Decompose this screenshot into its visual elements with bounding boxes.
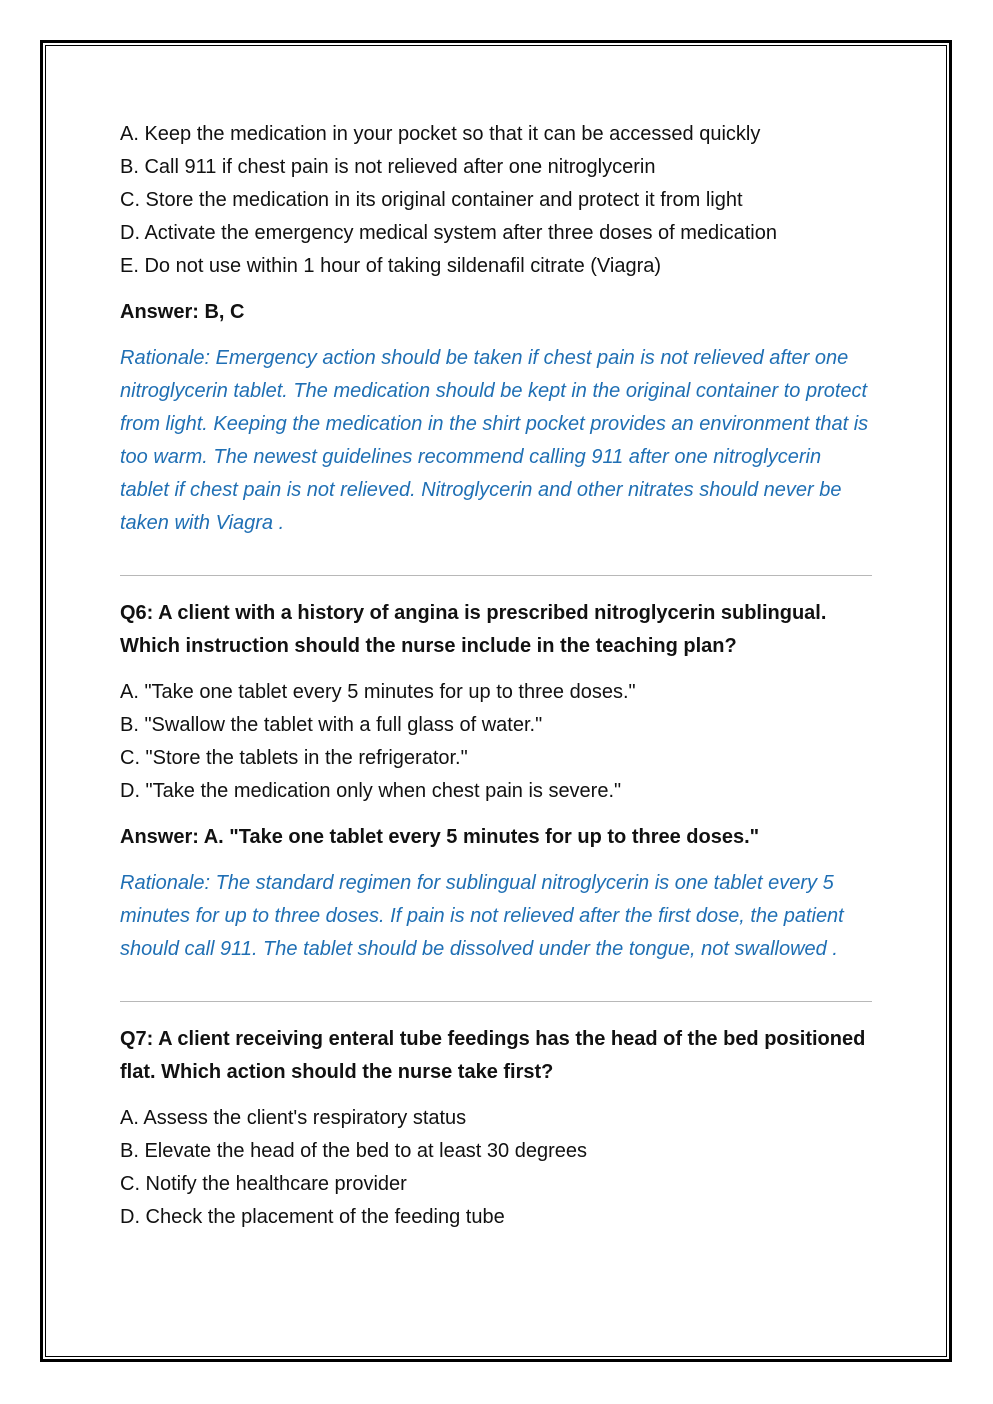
q6-answer: Answer: A. "Take one tablet every 5 minutes for up to three doses." — [120, 826, 760, 848]
q6-option-c: C. "Store the tablets in the refrigerator." — [120, 747, 468, 769]
q5-rationale: Rationale: Emergency action should be taken if chest pain is not relieved after one nitroglycerin tablet. The medication should be kept in the original container to protect from light. Keeping the medication in the shirt pocket provides an environment that is too warm. The newest guidelines recommend calling 911 after one nitroglycerin tablet if chest pain is not relieved. Nitroglycerin and other nitrates should never be taken with Viagra . — [120, 347, 869, 534]
q5-answer: Answer: B, C — [120, 301, 245, 323]
q7-option-a: A. Assess the client's respiratory status — [120, 1107, 467, 1129]
q6-rationale: Rationale: The standard regimen for sublingual nitroglycerin is one tablet every 5 minutes for up to three doses. If pain is not relieved after the first dose, the patient should call 911. The tablet should be dissolved under the tongue, not swallowed . — [120, 872, 844, 960]
document-content — [120, 118, 872, 1234]
q5-option-a: A. Keep the medication in your pocket so that it can be accessed quickly — [120, 123, 761, 145]
question-5-block — [120, 118, 872, 540]
q6-option-b: B. "Swallow the tablet with a full glass of water." — [120, 714, 543, 736]
q5-option-d: D. Activate the emergency medical system after three doses of medication — [120, 222, 777, 244]
q7-option-b: B. Elevate the head of the bed to at least 30 degrees — [120, 1140, 588, 1162]
question-6-block — [120, 597, 872, 966]
q7-question: Q7: A client receiving enteral tube feedings has the head of the bed positioned flat. Which action should the nurse take first? — [120, 1028, 866, 1083]
q6-option-d: D. "Take the medication only when chest pain is severe." — [120, 780, 622, 802]
q5-option-c: C. Store the medication in its original container and protect it from light — [120, 189, 743, 211]
q6-question: Q6: A client with a history of angina is prescribed nitroglycerin sublingual. Which instruction should the nurse include in the teaching plan? — [120, 602, 827, 657]
q5-option-b: B. Call 911 if chest pain is not relieved after one nitroglycerin — [120, 156, 656, 178]
q6-options — [120, 676, 872, 808]
section-divider — [120, 575, 872, 576]
q7-options — [120, 1102, 872, 1234]
q5-option-e: E. Do not use within 1 hour of taking sildenafil citrate (Viagra) — [120, 255, 662, 277]
section-divider — [120, 1001, 872, 1002]
question-7-block — [120, 1023, 872, 1234]
q7-option-c: C. Notify the healthcare provider — [120, 1173, 407, 1195]
q5-options — [120, 118, 872, 283]
q6-option-a: A. "Take one tablet every 5 minutes for up to three doses." — [120, 681, 636, 703]
q7-option-d: D. Check the placement of the feeding tube — [120, 1206, 505, 1228]
